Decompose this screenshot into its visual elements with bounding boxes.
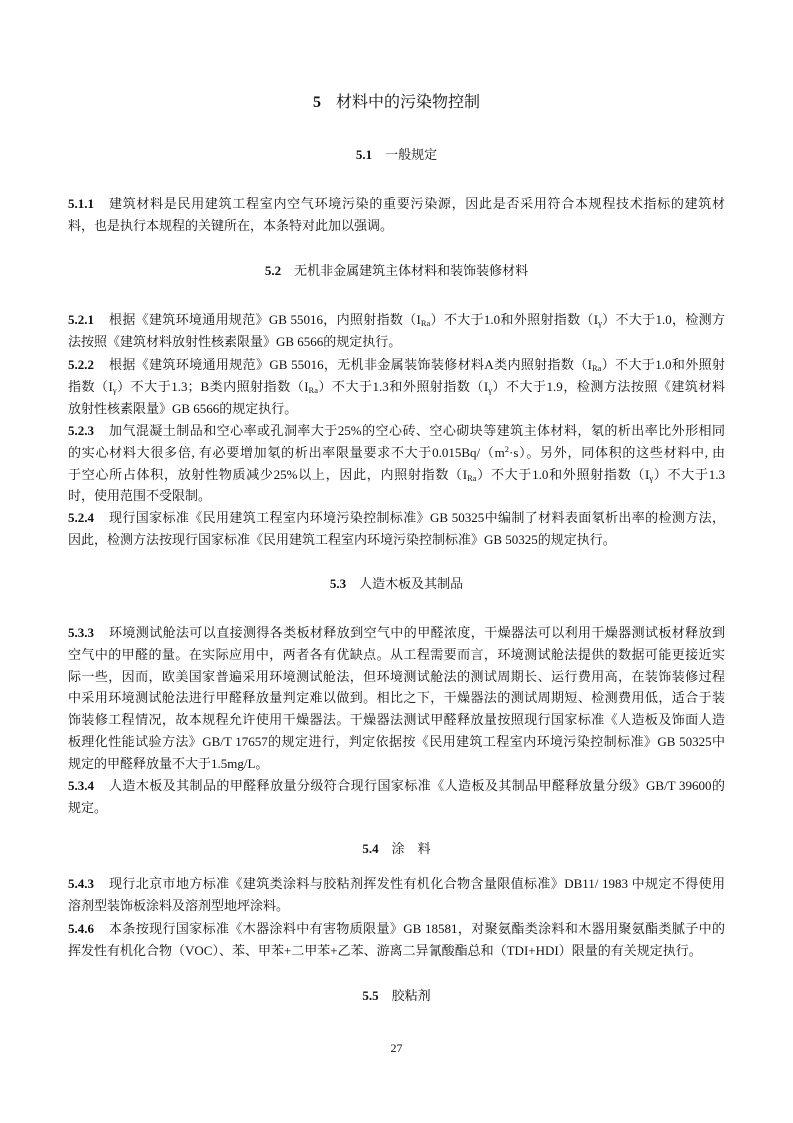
text-line [68,464,725,486]
clause-paragraph [68,622,725,775]
text-run: 规定的甲醛释放量不大于1.5mg/L。 [68,755,269,771]
text-run: 加气混凝土制品和空心率或孔洞率大于25%的空心砖、空心砌块等建筑主体材料，氡的析出率比外形相同 [109,423,725,438]
text-line [68,507,725,529]
clause-number: 5.2.2 [68,357,94,372]
text-line [68,331,725,353]
subscript: γ [598,318,602,328]
text-run: 饰装修工程情况，故本规程允许使用干燥器法。干燥器法测试甲醛释放量按照现行国家标准《人造板及饰面人造 [68,712,725,728]
text-run: 板理化性能试验方法》GB/T 17657的规定进行，判定依据按《民用建筑工程室内环境污染控制标准》GB 50325中 [68,733,725,749]
clause-paragraph [68,420,725,507]
clause-number: 5.4.3 [68,876,94,891]
text-run: 料，也是执行本规程的关键所在，本条特对此加以强调。 [68,217,394,233]
clause-text [68,622,725,775]
text-run: 规定。 [68,799,108,815]
section-title: 人造木板及其制品 [359,576,464,591]
subscript: Ra [467,472,477,483]
text-run: 人造木板及其制品的甲醛释放量分级符合现行国家标准《人造板及其制品甲醛释放量分级》GB/T 39600的 [109,778,725,793]
clause-number: 5.2.4 [68,510,94,525]
clause-paragraph [68,507,725,551]
clause-number: 5.3.3 [68,625,94,640]
text-run: ）不大于1.0，检测方 [601,312,725,327]
section-title: 涂 料 [391,841,431,856]
text-run: 溶剂型装饰板涂料及溶剂型地坪涂料。 [68,897,290,913]
text-line [68,709,725,731]
text-line [68,622,725,644]
section-number: 5.1 [355,147,373,162]
text-run: 建筑材料是民用建筑工程室内空气环境污染的重要污染源，因此是否采用符合本规程技术指标的建筑材 [109,196,725,211]
chapter-number: 5 [312,94,321,111]
text-run: ）不大于1.0和外照射指数（I [430,312,599,327]
chapter-title: 材料中的污染物控制 [335,94,480,111]
text-line [68,485,725,507]
clause-paragraph [68,918,725,962]
text-run: ）不大于1.0和外照射指数（I [476,466,650,482]
text-line [68,873,725,895]
section-heading [0,838,793,860]
text-run: ·s）。另外，同体积的这些材料中, 由 [508,444,726,460]
text-line [68,918,725,940]
clause-text [68,309,725,353]
clause-paragraph [68,354,725,419]
subscript: Ra [420,318,431,328]
text-run: 中采用环境测试舱法进行甲醛释放量判定难以做到。相比之下，干燥器法的测试周期短、检测费用低，适合于装 [68,690,725,706]
page-number: 27 [390,1041,403,1055]
superscript: 2 [504,443,509,454]
clause-text [68,507,725,551]
text-run: 环境测试舱法可以直接测得各类板材释放到空气中的甲醛浓度，干燥器法可以利用干燥器测试板材释放到 [109,625,725,640]
text-line [68,376,725,398]
text-run: ）不大于1.9，检测方法按照《建筑材料 [492,378,725,394]
clause-text [68,775,725,819]
text-run: ）不大于1.3和外照射指数（I [318,378,489,394]
text-run: 法按照《建筑材料放射性核素限量》GB 6566的规定执行。 [68,333,402,349]
text-run: ）不大于1.0和外照射 [601,357,725,372]
section-title: 一般规定 [385,147,438,162]
text-run: 根据《建筑环境通用规范》GB 55016，无机非金属装饰装修材料A类内照射指数（I [109,357,592,372]
subscript: γ [112,384,117,395]
text-line [68,529,725,551]
text-run: 空气中的甲醛的量。在实际应用中，两者各有优缺点。从工程需要而言，环境测试舱法提供的数据可能更接近实 [68,646,725,662]
text-run: 于空心所占体积，放射性物质减少25%以上，因此，内照射指数（I [68,466,468,482]
clause-number: 5.2.1 [68,312,94,327]
text-run: 际一些，因而，欧美国家普遍采用环境测试舱法，但环境测试舱法的测试周期长、运行费用高，在装饰装修过程 [68,668,725,684]
text-line [68,687,725,709]
clause-paragraph [68,775,725,819]
text-run: 时，使用范围不受限制。 [68,488,212,504]
text-run: ）不大于1.3 [653,466,725,482]
text-line [68,644,725,666]
text-line [68,193,725,215]
text-run: 本条按现行国家标准《木器涂料中有害物质限量》GB 18581，对聚氨酯类涂料和木器用聚氨酯类腻子中的 [109,921,725,936]
section-number: 5.4 [362,841,379,856]
text-run: 的实心材料大很多倍, 有必要增加氡的析出率限量要求不大于0.015Bq/（m [68,444,505,460]
text-line [68,420,725,442]
section-number: 5.5 [362,988,379,1003]
section-title: 无机非金属建筑主体材料和装饰装修材料 [294,263,529,278]
subscript: γ [649,472,654,483]
clause-text [68,193,725,237]
text-line [68,895,725,917]
text-line [68,775,725,797]
text-line [68,940,725,962]
section-heading [0,260,793,282]
clause-paragraph [68,873,725,917]
clause-text [68,918,725,962]
text-run: 现行北京市地方标准《建筑类涂料与胶粘剂挥发性有机化合物含量限值标准》DB11/ 1983 中规定不得使用 [109,876,725,891]
subscript: Ra [591,363,602,373]
text-line [68,354,725,376]
text-line [68,442,725,464]
clause-text [68,354,725,419]
section-heading [0,985,793,1007]
text-run: 挥发性有机化合物（VOC）、苯、甲苯+二甲苯+乙苯、游离二异氰酸酯总和（TDI+HDI）限量的有关规定执行。 [68,942,702,958]
text-run: 根据《建筑环境通用规范》GB 55016，内照射指数（I [109,312,421,327]
clause-paragraph [68,309,725,353]
clause-paragraph [68,193,725,237]
section-title: 胶粘剂 [391,988,431,1003]
text-run: 放射性核素限量》GB 6566的规定执行。 [68,400,298,416]
clause-number: 5.2.3 [68,423,94,438]
text-run: 指数（I [68,378,113,394]
section-heading [0,573,793,595]
section-heading [0,144,793,166]
text-line [68,797,725,819]
clause-text [68,420,725,507]
text-line [68,398,725,420]
clause-text [68,873,725,917]
text-run: ）不大于1.3；B类内照射指数（I [116,378,309,394]
text-line [68,666,725,688]
text-line [68,309,725,331]
section-number: 5.2 [264,263,282,278]
text-line [68,753,725,775]
clause-number: 5.1.1 [68,196,94,211]
subscript: Ra [308,384,318,395]
section-number: 5.3 [329,576,347,591]
text-line [68,215,725,237]
clause-number: 5.4.6 [68,921,94,936]
text-run: 因此，检测方法按现行国家标准《民用建筑工程室内环境污染控制标准》GB 50325的规定执行。 [68,531,616,547]
subscript: γ [488,384,492,395]
text-line [68,731,725,753]
text-run: 现行国家标准《民用建筑工程室内环境污染控制标准》GB 50325中编制了材料表面氡析出率的检测方法， [109,510,725,525]
chapter-heading [0,92,793,114]
clause-number: 5.3.4 [68,778,94,793]
